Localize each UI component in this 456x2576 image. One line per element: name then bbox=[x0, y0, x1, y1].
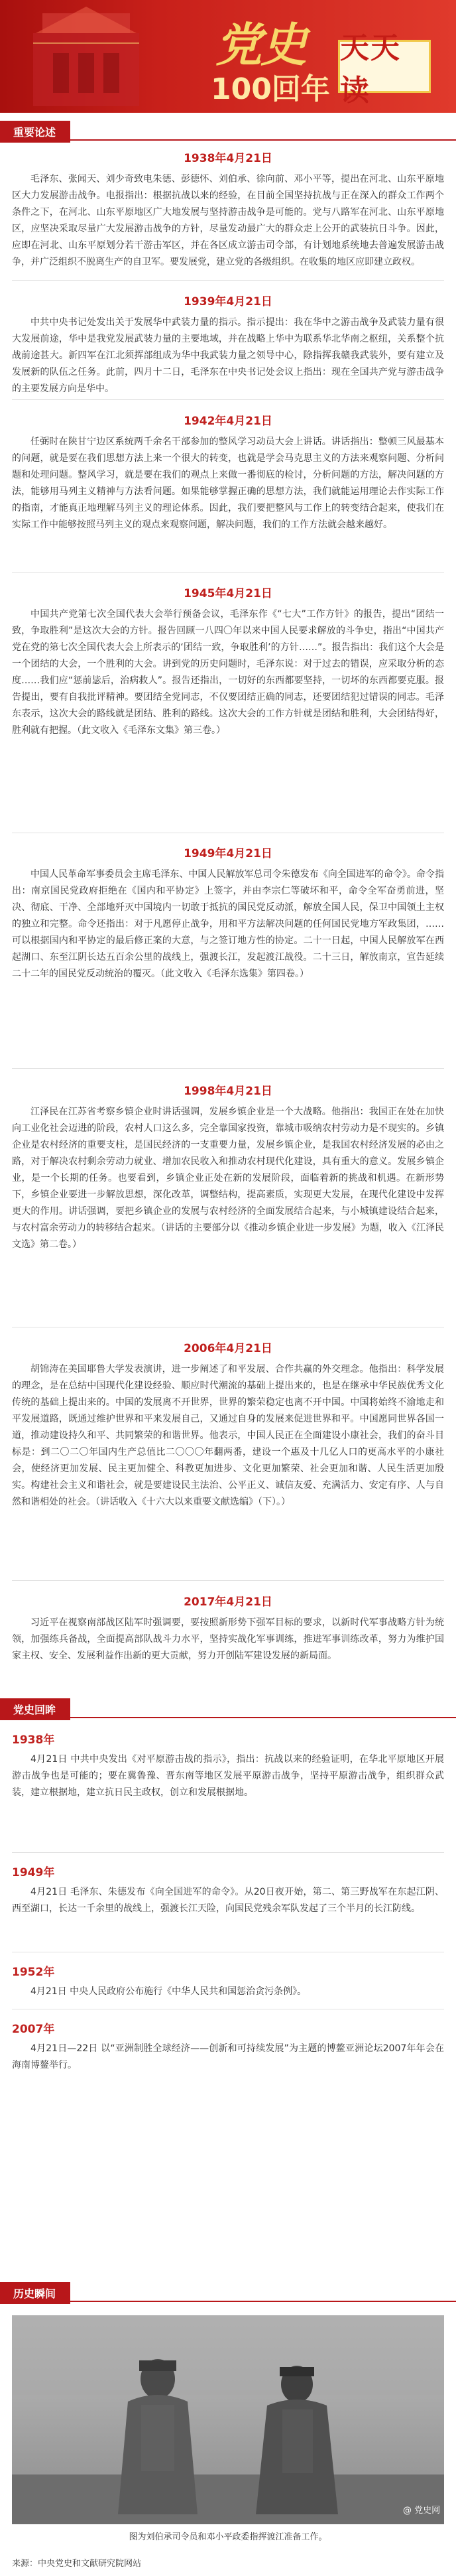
header-banner bbox=[0, 0, 456, 113]
section-title: 党史回眸 bbox=[0, 1698, 70, 1720]
section-header-history-review bbox=[0, 1698, 456, 1718]
entry-year: 2007年 bbox=[12, 2023, 55, 2036]
divider bbox=[12, 1580, 444, 1581]
entry-text: 4月21日—22日 以“亚洲制胜全球经济——创新和可持续发展”为主题的博鳌亚洲论坛2007年年会在海南博鳌举行。 bbox=[12, 2043, 444, 2070]
historical-photo-illustration bbox=[12, 2315, 444, 2524]
historical-photo bbox=[12, 2315, 444, 2524]
photo-caption: 图为刘伯承司令员和邓小平政委指挥渡江准备工作。 bbox=[129, 2532, 327, 2542]
entry-text: 习近平在视察南部战区陆军时强调要，要按照新形势下强军目标的要求，以新时代军事战略方针为统领，加强练兵备战，全面提高部队战斗力水平，坚持实战化军事训练，推进军事训练改革，努力为维护国家主权、安全、发展利益作出新的更大贡献，努力开创陆军建设发展的新局面。 bbox=[12, 1617, 444, 1661]
entry-text: 胡锦涛在美国耶鲁大学发表演讲，进一步阐述了和平发展、合作共赢的外交理念。他指出：科学发展的理念，是在总结中国现代化建设经验、顺应时代潮流的基础上提出来的，也是在继承中华民族优秀文化传统的基础上提出来的。中国的发展离不开世界，世界的繁荣稳定也离不开中国。中国将始终不渝地走和平发展道路，既通过维护世界和平来发展自己，又通过自身的发展来促进世界和平。中国愿同世界各国一道，推动建设持久和平、共同繁荣的和谐世界。他表示，中国人民正在全面建设小康社会，我们的奋斗目标是：到二〇二〇年国内生产总值比二〇〇〇年翻两番，建设一个惠及十几亿人口的更高水平的小康社会，使经济更加发展、民主更加健全、科教更加进步、文化更加繁荣、社会更加和谐、人民生活更加殷实。构建社会主义和谐社会，就是要建设民主法治、公平正义、诚信友爱、充满活力、安定有序、人与自然和谐相处的社会。（讲话收入《十六大以来重要文献选编》（下）。） bbox=[12, 1364, 444, 1507]
divider bbox=[12, 399, 444, 400]
divider bbox=[12, 280, 444, 281]
logo-text: 党史 bbox=[215, 17, 306, 72]
source-note: 来源：中央党史和文献研究院网站 bbox=[12, 2559, 142, 2569]
entry-date: 1942年4月21日 bbox=[184, 415, 272, 428]
entry-year: 1952年 bbox=[12, 1966, 55, 1979]
entry-text: 中共中央书记处发出关于发展华中武装力量的指示。指示提出：我在华中之游击战争及武装力量有很大发展前途，华中是我党发展武装力量的主要地域，并在战略上华中为联系华北华南之枢纽，关系整个抗战前途甚大。新四军在江北须挥部组成为华中我武装力量之领导中心，除指挥我赣我武装外，要有建立及发展新的队伍之任务。此前，四月十二日，毛泽东在中央书记处会议上指出：现在全国共产党与游击战争的主要发展方向是华中。 bbox=[12, 317, 444, 394]
entry-text: 中国人民革命军事委员会主席毛泽东、中国人民解放军总司令朱德发布《向全国进军的命令》。命令指出：南京国民党政府拒绝在《国内和平协定》上签字，并由李宗仁等破坏和平，命令全军奋勇前进，坚决、彻底、干净、全部地歼灭中国境内一切敢于抵抗的国民党反动派，解放全国人民，保卫中国领土主权的独立和完整。命令还指出：对于凡愿停止战争，用和平方法解决问题的任何国民党地方军政集团，……可以根据国内和平协定的最后修正案的大意，与之签订地方性的协定。二十一日起，中国人民解放军在西起湖口、东至江阴长达五百余公里的战线上，强渡长江，发起渡江战役。二十三日，解放南京，宣告延续二十二年的国民党反动统治的覆灭。（此文收入《毛泽东选集》第四卷。） bbox=[12, 869, 444, 979]
photo-watermark: @ 党史网 bbox=[403, 2506, 441, 2516]
entry-date: 1949年4月21日 bbox=[184, 847, 272, 860]
entry-text: 4月21日 中央人民政府公布施行《中华人民共和国惩治贪污条例》。 bbox=[30, 1986, 307, 1997]
entry-text: 中国共产党第七次全国代表大会举行预备会议，毛泽东作《“七大”工作方针》的报告，提出“团结一致，争取胜利”是这次大会的方针。报告回顾一八四〇年以来中国人民要求解放的斗争史，指出“中国共产党在党的第七次全国代表大会上所表示的‘团结一致，争取胜利’的方针……”。报告指出：我们这个大会是一个团结的大会，一个胜利的大会。讲到党的历史问题时，毛泽东说：对于过去的错误，应采取分析的态度……我们应“惩前毖后，治病救人”。报告还指出，一切好的东西都要坚持，一切坏的东西都要克服。报告提出，要有自我批评精神。要团结全党同志，不仅要团结正确的同志，还要团结犯过错误的同志。毛泽东表示，这次大会的路线就是团结、胜利的路线。这次大会的工作方针就是团结和胜利，大会团结得好，胜利就有把握。（此文收入《毛泽东文集》第三卷。） bbox=[12, 609, 444, 736]
section-header-historical-moment bbox=[0, 2282, 456, 2302]
divider bbox=[12, 1852, 444, 1853]
badge-label: 天天读 bbox=[340, 31, 401, 107]
entry-date: 2017年4月21日 bbox=[184, 1595, 272, 1609]
entry-date: 1938年4月21日 bbox=[184, 152, 272, 165]
divider bbox=[12, 1068, 444, 1069]
entry-text: 4月21日 中共中央发出《对平原游击战的指示》，指出：抗战以来的经验证明，在华北平原地区开展游击战争也是可能的；要在冀鲁豫、晋东南等地区发展平原游击战争，坚持平原游击战争，组织群众武装，建立根据地，建立抗日民主政权，创立和发展根据地。 bbox=[12, 1754, 444, 1798]
entry-date: 1939年4月21日 bbox=[184, 295, 272, 308]
entry-date: 2006年4月21日 bbox=[184, 1342, 272, 1355]
entry-year: 1938年 bbox=[12, 1733, 55, 1747]
entry-text: 江泽民在江苏省考察乡镇企业时讲话强调，发展乡镇企业是一个大战略。他指出：我国正在处在加快向工业化社会迈进的阶段，农村人口这么多，完全靠国家投资，靠城市吸纳农村劳动力是不现实的。乡镇企业是农村经济的重要支柱，是国民经济的一支重要力量，发展乡镇企业，是我国农村经济发展的必由之路，对于解决农村剩余劳动力就业、增加农民收入和推动农村现代化建设，具有重大的意义。发展乡镇企业，是一个长期的任务。也要看到，乡镇企业正处在新的发展阶段，面临着新的挑战和机遇。在新形势下，乡镇企业要进一步解放思想，深化改革，调整结构，提高素质，实现更大发展，在现代化建设中发挥更大的作用。讲话强调，要把乡镇企业的发展与农村经济的全面发展结合起来，与小城镇建设结合起来，与农村富余劳动力的转移结合起来。（讲话的主要部分以《推动乡镇企业进一步发展》为题，收入《江泽民文选》第二卷。） bbox=[12, 1107, 444, 1250]
entry-date: 1998年4月21日 bbox=[184, 1085, 272, 1098]
badge bbox=[338, 31, 431, 107]
entry-text: 毛泽东、张闻天、刘少奇致电朱德、彭德怀、刘伯承、徐向前、邓小平等，提出在河北、山东平原地区大力发展游击战争。电报指出：根据抗战以来的经验，在目前全国坚持抗战与正在深入的群众工作两个条件之下，在河北、山东平原地区广大地发展与坚持游击战争是可能的。党与八路军在河北、山东平原地区，应坚决采取尽量广大发展游击战争的方针，尽量发动最广大的群众走上公开的武装抗日斗争。因此，应即在河北、山东平原划分若干游击军区，并在各区成立游击司令部，有计划地系统地去普遍发展游击战争，并广泛组织不脱离生产的自卫军。要发展党，建立党的各级组织。在收集的地区应即建立政权。 bbox=[12, 174, 444, 267]
section-header-important bbox=[0, 121, 456, 141]
entry-text: 4月21日 毛泽东、朱德发布《向全国进军的命令》。从20日夜开始，第二、第三野战军在东起江阴、西至湖口，长达一千余里的战线上，强渡长江天险，向国民党残余军队发起了三个半月的长江防线。 bbox=[12, 1887, 444, 1914]
logo-number: 100回年 bbox=[211, 72, 330, 106]
entry-date: 1945年4月21日 bbox=[184, 587, 272, 600]
entry-year: 1949年 bbox=[12, 1866, 55, 1879]
entry-text: 任弼时在陕甘宁边区系统两千余名干部参加的整风学习动员大会上讲话。讲话指出：整顿三风最基本的问题，就是要在我们思想方法上来一个很大的转变，也就是学会马克思主义的方法来观察问题、分析问题和处理问题。整风学习，就是要在我们的观点上来做一番彻底的检讨，分析问题的方法，解决问题的方法，能够用马列主义精神与方法看问题。如果能够掌握正确的思想方法，我们就能运用理论去作实际工作的指南，才能真正地理解马列主义的理论体系。因此，我们要把整风与工作上的转变结合起来，使我们在实际工作中能够按照马列主义的观点来观察问题，解决问题，我们的工作方法就会越来越好。 bbox=[12, 437, 444, 530]
tiananmen-illustration bbox=[27, 0, 146, 113]
section-title: 重要论述 bbox=[0, 121, 70, 143]
section-title: 历史瞬间 bbox=[0, 2282, 70, 2304]
divider bbox=[12, 572, 444, 573]
